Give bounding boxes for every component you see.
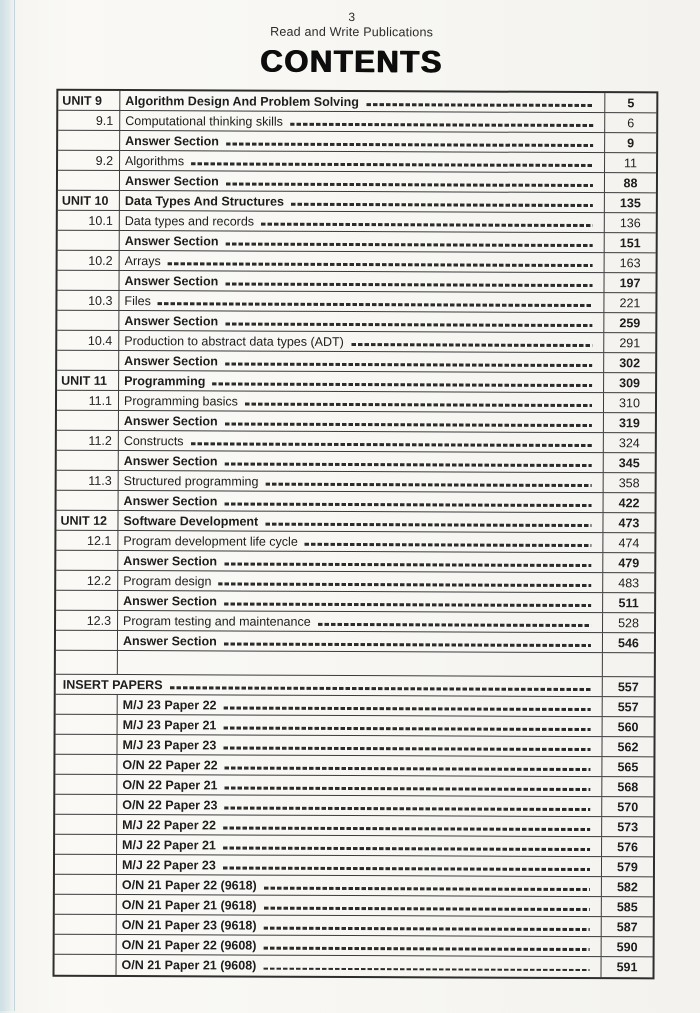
row-title: Software Development — [123, 513, 259, 529]
row-number-cell — [57, 451, 119, 470]
dotted-leader — [264, 907, 590, 911]
row-number-cell — [55, 755, 117, 774]
page-number: 3 — [348, 9, 356, 25]
row-title: Answer Section — [124, 273, 219, 288]
dotted-leader — [212, 383, 592, 387]
table-row — [58, 131, 656, 154]
row-title-cell — [117, 875, 601, 896]
row-page-number: 573 — [601, 817, 653, 836]
dotted-leader — [225, 423, 592, 427]
row-title-cell — [118, 591, 602, 612]
row-number-cell — [58, 171, 120, 190]
row-title: O/N 21 Paper 21 (9618) — [121, 897, 257, 913]
table-row — [55, 895, 653, 918]
row-number-cell — [56, 631, 118, 650]
row-page-number: 136 — [604, 213, 656, 232]
table-row — [57, 431, 655, 454]
dotted-leader — [224, 603, 591, 607]
row-number-cell: 12.2 — [56, 571, 118, 590]
row-title-cell — [119, 291, 603, 312]
row-number-cell: 9.1 — [58, 111, 120, 130]
row-page-number: 585 — [601, 897, 653, 916]
row-page-number: 9 — [604, 133, 656, 152]
dotted-leader — [261, 223, 593, 227]
row-number-cell — [55, 835, 117, 854]
row-page-number: 479 — [602, 553, 654, 572]
table-row — [56, 531, 654, 554]
row-number-cell: 12.1 — [56, 531, 118, 550]
table-row — [55, 915, 653, 938]
row-title-cell — [119, 431, 603, 452]
row-title: Answer Section — [125, 133, 219, 148]
table-row — [57, 351, 655, 374]
row-page-number — [602, 653, 654, 676]
row-title-cell — [117, 795, 601, 816]
dotted-leader — [158, 302, 593, 306]
dotted-leader — [224, 807, 590, 811]
row-number-cell — [57, 271, 119, 290]
row-number-cell — [55, 795, 117, 814]
dotted-leader — [224, 643, 591, 647]
row-page-number: 163 — [604, 253, 656, 272]
dotted-leader — [290, 123, 593, 127]
table-row — [57, 311, 655, 334]
row-number-cell: 11.2 — [57, 431, 119, 450]
row-title: Program design — [123, 573, 212, 588]
dotted-leader — [225, 363, 592, 367]
table-row — [58, 171, 656, 194]
dotted-leader — [366, 103, 593, 106]
row-title-cell — [120, 151, 604, 172]
row-title: Algorithms — [125, 153, 185, 168]
row-title: Answer Section — [123, 553, 218, 568]
row-title: O/N 21 Paper 21 (9608) — [121, 958, 257, 973]
row-number-cell: 10.3 — [57, 291, 119, 310]
table-row — [55, 795, 653, 818]
table-row — [56, 591, 654, 614]
row-title: Programming — [124, 373, 206, 388]
row-title: Structured programming — [123, 473, 259, 489]
table-row — [55, 775, 653, 798]
row-title: Answer Section — [124, 313, 219, 328]
row-title-cell — [118, 531, 602, 552]
row-title-cell — [118, 651, 602, 676]
row-number-cell — [56, 591, 118, 610]
row-title-cell — [117, 835, 601, 856]
dotted-leader — [225, 323, 592, 327]
dotted-leader — [351, 343, 592, 347]
dotted-leader — [225, 787, 591, 791]
row-number-cell — [56, 695, 118, 714]
row-page-number: 591 — [601, 957, 653, 977]
row-number-cell — [56, 651, 118, 674]
row-title-cell — [118, 611, 602, 632]
row-title: Data types and records — [124, 213, 255, 229]
dotted-leader — [223, 707, 590, 711]
dotted-leader — [305, 543, 592, 547]
row-number-cell: UNIT 12 — [56, 511, 118, 530]
row-page-number: 197 — [603, 273, 655, 292]
row-title: O/N 21 Paper 23 (9618) — [121, 917, 257, 933]
row-page-number: 88 — [604, 173, 656, 192]
row-title-cell — [117, 935, 601, 956]
row-title: Program testing and maintenance — [123, 613, 311, 629]
row-title: Answer Section — [122, 633, 217, 648]
dotted-leader — [263, 947, 589, 951]
dotted-leader — [264, 927, 590, 931]
table-row — [55, 815, 653, 838]
row-page-number: 291 — [603, 333, 655, 352]
row-number-cell — [55, 735, 117, 754]
row-title-cell — [119, 351, 603, 372]
row-title: Answer Section — [123, 493, 218, 508]
row-title: M/J 22 Paper 21 — [122, 837, 216, 852]
dotted-leader — [191, 163, 593, 167]
row-title: Constructs — [123, 433, 184, 448]
row-title-cell — [117, 755, 601, 776]
row-number-cell — [55, 855, 117, 874]
row-title-cell — [119, 491, 603, 512]
table-row — [56, 571, 654, 594]
row-title: INSERT PAPERS — [62, 677, 163, 692]
row-number-cell: UNIT 9 — [58, 91, 120, 110]
row-page-number: 570 — [601, 797, 653, 816]
row-title: M/J 23 Paper 21 — [122, 717, 217, 732]
row-page-number: 511 — [602, 593, 654, 612]
dotted-leader — [264, 887, 590, 891]
row-title: M/J 22 Paper 23 — [121, 857, 216, 872]
table-row — [56, 715, 654, 738]
row-page-number: 579 — [601, 857, 653, 876]
dotted-leader — [318, 623, 591, 627]
contents-title: CONTENTS — [260, 43, 443, 80]
row-number-cell — [55, 935, 117, 954]
row-title: Answer Section — [124, 353, 219, 368]
dotted-leader — [223, 847, 590, 851]
table-row — [55, 955, 653, 978]
row-title-cell — [56, 675, 602, 696]
row-page-number: 6 — [604, 113, 656, 132]
row-title-cell — [120, 111, 604, 132]
row-title-cell — [117, 735, 601, 756]
row-title: Algorithm Design And Problem Solving — [125, 93, 359, 109]
row-page-number: 576 — [601, 837, 653, 856]
row-page-number: 565 — [601, 757, 653, 776]
table-row — [58, 151, 656, 174]
table-row — [56, 551, 654, 574]
row-title-cell — [118, 571, 602, 592]
row-title-cell — [120, 211, 604, 232]
row-page-number: 582 — [601, 877, 653, 896]
dotted-leader — [225, 767, 591, 771]
row-title-cell — [120, 91, 604, 112]
row-title-cell — [119, 411, 603, 432]
table-row — [58, 111, 656, 134]
row-title-cell — [118, 695, 602, 716]
dotted-leader — [225, 463, 592, 467]
row-number-cell: UNIT 10 — [58, 191, 120, 210]
table-row — [58, 211, 656, 234]
row-number-cell — [57, 491, 119, 510]
row-title-cell — [118, 551, 602, 572]
row-page-number: 474 — [602, 533, 654, 552]
table-row — [57, 371, 655, 394]
table-row — [57, 451, 655, 474]
row-title: Files — [124, 293, 151, 308]
row-number-cell — [58, 131, 120, 150]
row-title-cell — [117, 855, 601, 876]
row-number-cell: 9.2 — [58, 151, 120, 170]
dotted-leader — [291, 203, 593, 207]
table-row — [56, 651, 654, 678]
row-page-number: 309 — [603, 373, 655, 392]
row-page-number: 302 — [603, 353, 655, 372]
table-row — [57, 411, 655, 434]
row-title: Program development life cycle — [123, 533, 298, 549]
row-page-number: 590 — [601, 937, 653, 956]
row-page-number: 5 — [604, 93, 656, 112]
table-row — [55, 735, 653, 758]
row-number-cell: 10.4 — [57, 331, 119, 350]
table-row — [55, 875, 653, 898]
row-title: O/N 21 Paper 22 (9608) — [121, 937, 257, 953]
table-row — [58, 251, 656, 274]
row-number-cell: 11.1 — [57, 391, 119, 410]
row-title: Answer Section — [124, 233, 219, 248]
table-row — [58, 91, 656, 114]
row-page-number: 221 — [603, 293, 655, 312]
row-number-cell — [55, 915, 117, 934]
table-row — [55, 835, 653, 858]
table-row — [56, 631, 654, 654]
row-number-cell — [57, 311, 119, 330]
row-number-cell — [57, 411, 119, 430]
table-row — [55, 855, 653, 878]
dotted-leader — [226, 143, 593, 147]
table-row — [57, 271, 655, 294]
row-title: Computational thinking skills — [125, 113, 283, 129]
row-title-cell — [119, 471, 603, 492]
row-number-cell: UNIT 11 — [57, 371, 119, 390]
row-title-cell — [117, 775, 601, 796]
row-title-cell — [117, 955, 601, 977]
table-row — [56, 611, 654, 634]
row-page-number: 587 — [601, 917, 653, 936]
dotted-leader — [168, 262, 593, 266]
dotted-leader — [226, 183, 593, 187]
row-page-number: 310 — [603, 393, 655, 412]
publisher-name: Read and Write Publications — [270, 24, 434, 40]
dotted-leader — [224, 503, 591, 507]
row-number-cell — [55, 815, 117, 834]
row-title: O/N 21 Paper 22 (9618) — [121, 877, 257, 893]
row-page-number: 259 — [603, 313, 655, 332]
row-title-cell — [117, 895, 601, 916]
row-title-cell — [119, 391, 603, 412]
row-page-number: 557 — [602, 697, 654, 716]
row-title-cell — [120, 131, 604, 152]
row-page-number: 568 — [601, 777, 653, 796]
table-row — [55, 935, 653, 958]
row-title: Data Types And Structures — [124, 193, 284, 209]
row-number-cell: 10.2 — [58, 251, 120, 270]
row-page-number: 324 — [603, 433, 655, 452]
row-title-cell — [119, 451, 603, 472]
table-row — [57, 471, 655, 494]
row-title-cell — [119, 371, 603, 392]
row-number-cell — [56, 715, 118, 734]
row-number-cell — [55, 895, 117, 914]
dotted-leader — [225, 283, 592, 287]
row-title: Production to abstract data types (ADT) — [124, 333, 344, 349]
row-title-cell — [118, 631, 602, 652]
row-title: O/N 22 Paper 22 — [122, 757, 218, 772]
row-title: Answer Section — [124, 173, 219, 188]
dotted-leader — [223, 827, 590, 831]
row-page-number: 11 — [604, 153, 656, 172]
table-row — [58, 191, 656, 214]
row-page-number: 151 — [604, 233, 656, 252]
dotted-leader — [223, 867, 590, 871]
table-row — [56, 675, 654, 698]
row-title-cell — [119, 331, 603, 352]
row-number-cell — [56, 551, 118, 570]
row-title: O/N 22 Paper 23 — [122, 797, 218, 812]
row-title: M/J 23 Paper 23 — [122, 737, 217, 752]
row-title: Answer Section — [123, 453, 218, 468]
row-title: M/J 22 Paper 22 — [122, 817, 217, 832]
dotted-leader — [245, 403, 592, 407]
row-title-cell — [117, 915, 601, 936]
dotted-leader — [191, 443, 592, 447]
row-number-cell: 10.1 — [58, 211, 120, 230]
row-number-cell — [55, 875, 117, 894]
table-row — [57, 331, 655, 354]
row-title-cell — [118, 715, 602, 736]
row-page-number: 528 — [602, 613, 654, 632]
row-title-cell — [118, 511, 602, 532]
row-title-cell — [120, 171, 604, 192]
row-page-number: 483 — [602, 573, 654, 592]
table-row — [56, 511, 654, 534]
row-title: M/J 23 Paper 22 — [122, 697, 217, 712]
dotted-leader — [170, 686, 591, 690]
row-page-number: 135 — [604, 193, 656, 212]
row-number-cell — [55, 775, 117, 794]
dotted-leader — [224, 563, 591, 567]
row-number-cell — [58, 231, 120, 250]
row-title-cell — [119, 271, 603, 292]
dotted-leader — [265, 523, 591, 527]
table-row — [57, 491, 655, 514]
dotted-leader — [265, 483, 591, 487]
table-row — [55, 755, 653, 778]
row-title-cell — [120, 191, 604, 212]
page-header — [1, 8, 700, 79]
row-number-cell — [55, 955, 117, 975]
row-title-cell — [120, 231, 604, 252]
row-page-number: 562 — [601, 737, 653, 756]
table-row — [56, 695, 654, 718]
dotted-leader — [218, 583, 591, 587]
table-row — [57, 391, 655, 414]
row-page-number: 546 — [602, 633, 654, 652]
row-title-cell — [119, 311, 603, 332]
row-page-number: 358 — [603, 473, 655, 492]
row-page-number: 345 — [603, 453, 655, 472]
row-page-number: 560 — [602, 717, 654, 736]
dotted-leader — [263, 967, 589, 971]
row-title: Answer Section — [123, 593, 217, 608]
row-number-cell: 11.3 — [57, 471, 119, 490]
row-title: Answer Section — [123, 413, 218, 428]
row-title: Programming basics — [123, 393, 238, 409]
dotted-leader — [223, 727, 590, 731]
dotted-leader — [223, 747, 590, 751]
table-row — [58, 231, 656, 254]
row-title: O/N 22 Paper 21 — [122, 777, 218, 792]
dotted-leader — [225, 243, 592, 247]
table-row — [57, 291, 655, 314]
row-page-number: 473 — [602, 513, 654, 532]
row-title: Arrays — [124, 253, 161, 268]
row-page-number: 319 — [603, 413, 655, 432]
row-title-cell — [117, 815, 601, 836]
row-title-cell — [120, 251, 604, 272]
row-number-cell — [57, 351, 119, 370]
row-number-cell: 12.3 — [56, 611, 118, 630]
row-page-number: 422 — [603, 493, 655, 512]
row-page-number: 557 — [602, 677, 654, 696]
contents-table — [53, 89, 659, 980]
